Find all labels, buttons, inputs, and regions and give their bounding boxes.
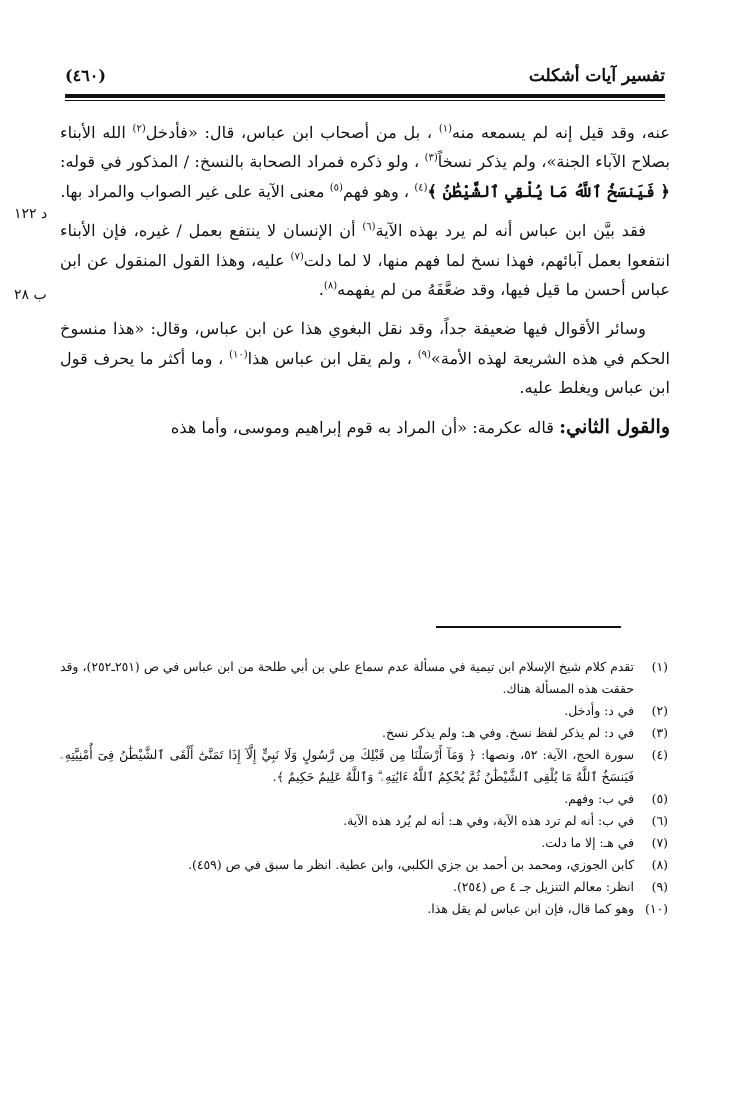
paragraph-2: فقد بيَّن ابن عباس أنه لم يرد بهذه الآية$^{(٦)}$ أن الإنسان لا ينتفع بعمل / غيره، فإن الأبناء انتفعوا بعمل آبائهم، فهذا نسخ لما فهم منها، لا لما دلت$^{(٧)}$ عليه، وهذا القول المنقول عن ابن عباس أحسن ما قيل فيها، وقد ضعَّفَهُ من لم يفهمه$^{(٨)}$. [60, 221, 670, 300]
footnote-2: (٢) في د: وأدخل. [564, 703, 668, 718]
footnote-4: (٤) سورة الحج، الآية: ٥٢، ونصها: ﴿ وَمَآ أَرْسَلْنَا مِن قَبْلِكَ مِن رَّسُولٍ وَلَا نَبِيٍّ إِلَّآ إِذَا تَمَنَّىٰٓ أَلْقَى ٱلشَّيْطَٰنُ فِىٓ أُمْنِيَّتِهِۦ فَيَنسَخُ ٱللَّهُ مَا يُلْقِى ٱلشَّيْطَٰنُ ثُمَّ يُحْكِمُ ٱللَّهُ ءَايَٰتِهِۦ ۗ وَٱللَّهُ عَلِيمٌ حَكِيمٌ ﴾. [60, 747, 668, 784]
page-number: (٤٦٠) [65, 66, 106, 85]
paragraph-4: والقول الثاني: قاله عكرمة: «أن المراد به قوم إبراهيم وموسى، وأما هذه [170, 415, 670, 438]
section-lead: والقول الثاني: [559, 415, 670, 438]
footnote-ref: (٦) [362, 221, 376, 233]
paragraph-1: عنه، وقد قيل إنه لم يسمعه منه$^{(١)}$ ، بل من أصحاب ابن عباس، قال: «فأدخل$^{(٢)}$ الله الأبناء بصلاح الآباء الجنة»، ولم يذكر نسخاً$^{(٣)}$ ، ولو ذكره فمراد الصحابة بالنسخ: / المذكور في قوله: ﴿ فَيَنسَخُ ٱللَّهُ مَا يُلْقِي ٱلشَّيْطَٰنُ ﴾$^{(٤)}$ ، وهو فهم$^{(٥)}$ معنى الآية على غير الصواب والمراد بها. [60, 123, 671, 201]
footnote-ref: (١) [438, 123, 453, 135]
footnote-ref: (٥) [329, 182, 343, 194]
footnote-3: (٣) في د: لم يذكر لفظ نسخ. وفي هـ: ولم يذكر نسخ. [382, 725, 668, 740]
main-text [60, 118, 670, 442]
book-title: تفسير آيات أشكلت [528, 66, 665, 86]
footnote-6: (٦) في ب: أنه لم ترد هذه الآية، وفي هـ: أنه لم يُرد هذه الآية. [343, 813, 668, 828]
header-rule-thin [65, 100, 665, 101]
footnote-ref: (٨) [323, 280, 338, 292]
footnote-7: (٧) في هـ: إلا ما دلت. [541, 835, 668, 850]
footnote-separator [436, 626, 621, 628]
quran-quote: ﴿ فَيَنسَخُ ٱللَّهُ مَا يُلْقِي ٱلشَّيْطَٰنُ ﴾ [427, 181, 670, 201]
footnote-ref: (٢) [132, 123, 146, 135]
footnote-10: (١٠) وهو كما قال، فإن ابن عباس لم يقل هذا. [427, 901, 668, 916]
footnote-1: (١) تقدم كلام شيخ الإسلام ابن تيمية في مسألة عدم سماع علي بن أبي طلحة من ابن عباس في ص (٢٥١ـ٢٥٢)، وقد حققت هذه المسألة هناك. [60, 659, 668, 696]
footnote-ref: (٣) [424, 153, 438, 165]
footnote-ref: (٩) [417, 349, 431, 361]
footnote-9: (٩) انظر: معالم التنزيل جـ ٤ ص (٢٥٤). [453, 879, 668, 894]
footnote-ref: (١٠) [229, 349, 248, 361]
footnotes [60, 656, 668, 920]
margin-note-b28: ب ٢٨ [14, 287, 47, 303]
margin-note-d122: د ١٢٢ [14, 206, 48, 222]
running-header [65, 66, 665, 90]
footnote-ref: (٤) [414, 182, 428, 194]
footnote-ref: (٧) [290, 251, 304, 263]
footnote-5: (٥) في ب: وفهم. [564, 791, 668, 806]
paragraph-3: وسائر الأقوال فيها ضعيفة جداً، وقد نقل البغوي هذا عن ابن عباس، وقال: «هذا منسوخ الحكم في هذه الشريعة لهذه الأمة»$^{(٩)}$ ، ولم يقل ابن عباس هذا$^{(١٠)}$ ، وما أكثر ما يحرف قول ابن عباس ويغلط عليه. [60, 319, 670, 398]
header-rule-thick [65, 94, 665, 98]
footnote-8: (٨) كابن الجوزي، ومحمد بن أحمد بن جزي الكلبي، وابن عطية. انظر ما سبق في ص (٤٥٩). [188, 857, 668, 872]
